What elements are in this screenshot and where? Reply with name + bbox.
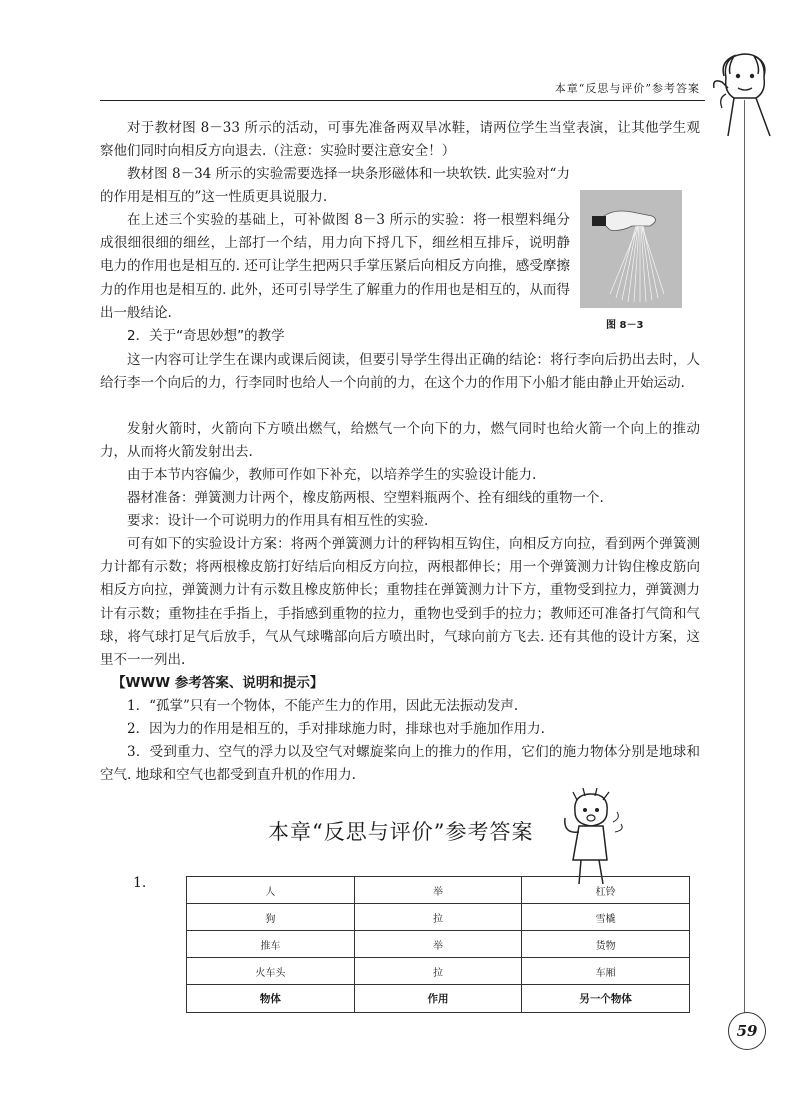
table-header-cell: 作用 xyxy=(354,985,522,1013)
table-cell: 举 xyxy=(354,931,522,958)
running-header-title: 本章“反思与评价”参考答案 xyxy=(554,82,700,95)
hand-with-plastic-strands-image xyxy=(580,190,682,308)
answer-3: 3．受到重力、空气的浮力以及空气对螺旋桨向上的推力的作用，它们的施力物体分别是地球和空气. 地球和空气也都受到直升机的作用力. xyxy=(100,744,700,784)
paragraph-roller-skates: 对于教材图 8－33 所示的活动，可事先准备两双旱冰鞋，请两位学生当堂表演，让其他学生观察他们同时向相反方向退去.（注意：实验时要注意安全！） xyxy=(100,120,700,160)
table-cell: 人 xyxy=(187,877,355,904)
table-cell: 推车 xyxy=(187,931,355,958)
paragraph-supplement: 由于本节内容偏少，教师可作如下补充，以培养学生的实验设计能力. xyxy=(127,467,537,483)
table-cell: 拉 xyxy=(354,958,522,985)
table-cell: 货物 xyxy=(522,931,690,958)
table-cell: 雪橇 xyxy=(522,904,690,931)
subheading-qisi-miaoxiang: 2．关于“奇思妙想”的教学 xyxy=(127,328,285,344)
answer-2: 2．因为力的作用是相互的，手对排球施力时，排球也对手施加作用力. xyxy=(127,721,545,737)
figure-caption: 图 8－3 xyxy=(606,320,644,331)
paragraph-design-scheme: 可有如下的实验设计方案：将两个弹簧测力计的秤钩相互钩住，向相反方向拉，看到两个弹簧测力计都有示数；将两根橡皮筋打好结后向相反方向拉，两根都伸长；用一个弹簧测力计钩住橡皮筋向相反方向拉，弹簧测力计有示数且橡皮筋伸长；重物挂在弹簧测力计下方，重物受到拉力，弹簧测力计有示数；重物挂在手指上，手指感到重物的拉力，重物也受到手的拉力；教师还可准备打气筒和气球，将气球打足气后放手，气从气球嘴部向后方喷出时，气球向前方飞去. 还有其他的设计方案，这里不一一列出. xyxy=(100,536,700,669)
table-row xyxy=(187,931,690,958)
thinking-student-illustration xyxy=(708,48,780,140)
table-cell: 狗 xyxy=(187,904,355,931)
margin-rule xyxy=(744,100,745,1020)
table-cell: 拉 xyxy=(354,904,522,931)
question-number: 1. xyxy=(133,875,147,891)
paragraph-plastic-rope-experiment: 在上述三个实验的基础上，可补做图 8－3 所示的实验：将一根塑料绳分成很细很细的细丝，上部打一个结，用力向下捋几下，细丝相互排斥，说明静电力的作用也是相互的. 还可让学生把两只手掌压紧后向相反方向推，感受摩擦力的作用也是相互的. 此外，还可引导学生了解重力的作用也是相互的，从而得出一般结论. xyxy=(100,212,570,321)
paragraph-magnet-experiment: 教材图 8－34 所示的实验需要选择一块条形磁体和一块软铁. 此实验对“力的作用是相互的”这一性质更具说服力. xyxy=(100,166,570,206)
table-header-cell: 另一个物体 xyxy=(522,985,690,1013)
paragraph-luggage-boat: 这一内容可让学生在课内或课后阅读，但要引导学生得出正确的结论：将行李向后扔出去时，人给行李一个向后的力，行李同时也给人一个向前的力，在这个力的作用下小船才能由静止开始运动. xyxy=(100,352,700,392)
table-cell: 杠铃 xyxy=(522,877,690,904)
answer-table xyxy=(186,876,690,1013)
paragraph-requirement: 要求：设计一个可说明力的作用具有相互性的实验. xyxy=(127,513,429,529)
www-answers-heading: 【WWW 参考答案、说明和提示】 xyxy=(112,675,324,691)
paragraph-equipment: 器材准备：弹簧测力计两个，橡皮筋两根、空塑料瓶两个、拴有细线的重物一个. xyxy=(127,490,604,506)
section-title: 本章“反思与评价”参考答案 xyxy=(268,820,534,844)
table-cell: 车厢 xyxy=(522,958,690,985)
page-number: 59 xyxy=(728,1012,766,1050)
table-row xyxy=(187,958,690,985)
header-rule xyxy=(100,100,705,101)
paragraph-rocket: 发射火箭时，火箭向下方喷出燃气，给燃气一个向下的力，燃气同时也给火箭一个向上的推动力，从而将火箭发射出去. xyxy=(100,421,700,461)
table-cell: 举 xyxy=(354,877,522,904)
table-row xyxy=(187,985,690,1013)
table-header-cell: 物体 xyxy=(187,985,355,1013)
answer-1: 1．“孤掌”只有一个物体，不能产生力的作用，因此无法振动发声. xyxy=(127,698,519,714)
table-row xyxy=(187,904,690,931)
table-cell: 火车头 xyxy=(187,958,355,985)
cartoon-student-illustration xyxy=(555,788,627,888)
table-row xyxy=(187,877,690,904)
figure-8-3-photo xyxy=(580,190,682,308)
